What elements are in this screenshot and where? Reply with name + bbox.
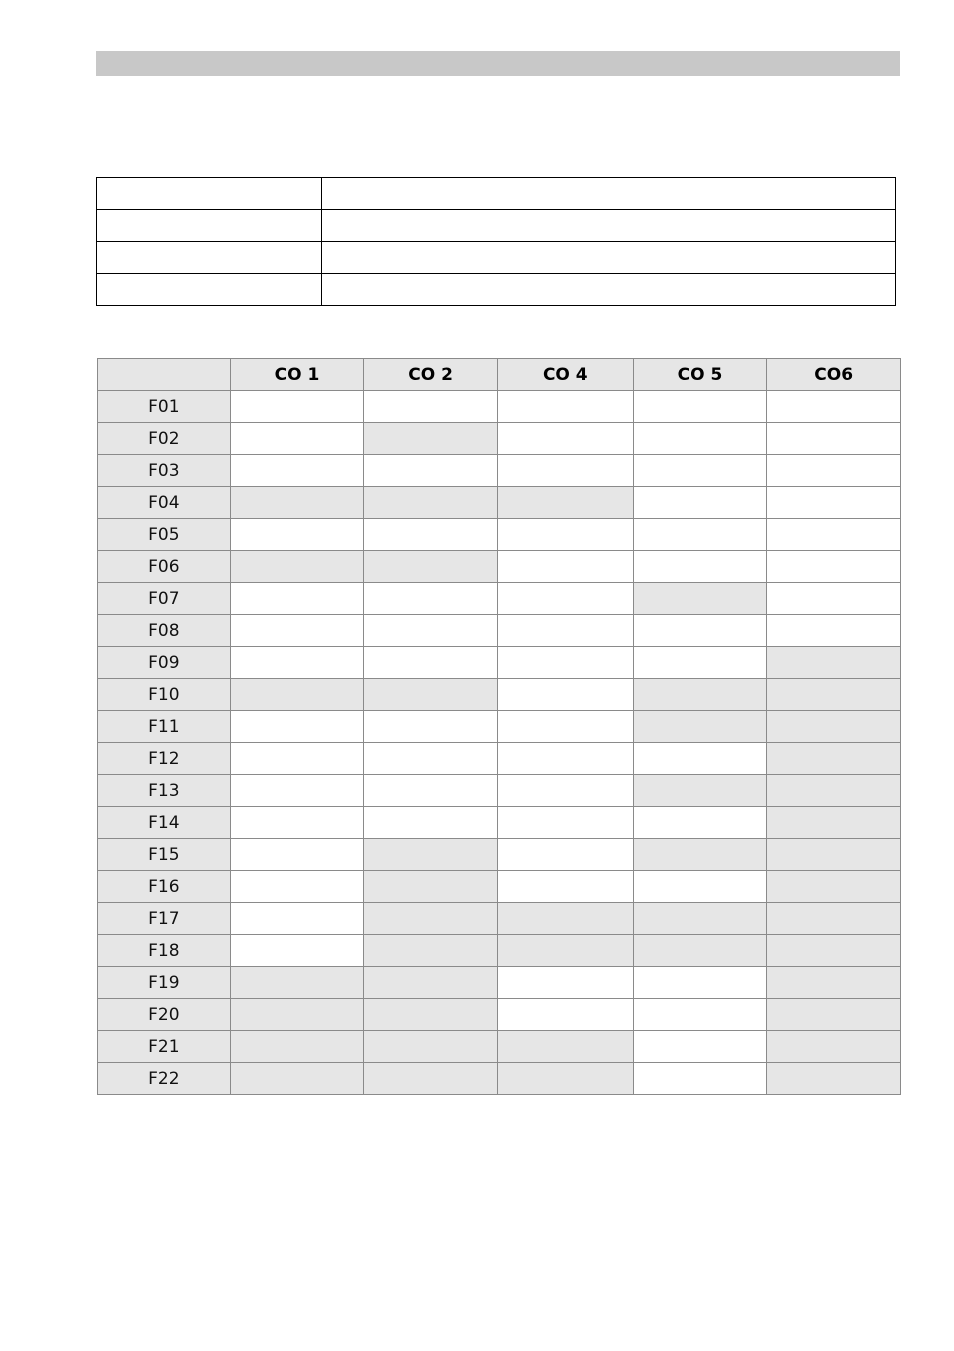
grid-cell	[633, 519, 767, 551]
grid-cell	[230, 647, 364, 679]
grid-cell	[633, 935, 767, 967]
info-label-cell	[97, 274, 322, 306]
table-row	[98, 935, 901, 967]
row-header: F07	[98, 583, 231, 615]
grid-cell	[230, 487, 364, 519]
grid-cell	[633, 743, 767, 775]
table-row	[98, 679, 901, 711]
info-label-cell	[97, 210, 322, 242]
grid-cell	[497, 391, 633, 423]
table-row	[98, 871, 901, 903]
grid-cell	[633, 1063, 767, 1095]
grid-cell	[767, 871, 901, 903]
grid-cell	[633, 871, 767, 903]
grid-cell	[767, 999, 901, 1031]
grid-cell	[497, 807, 633, 839]
grid-cell	[230, 871, 364, 903]
table-row	[98, 519, 901, 551]
grid-cell	[633, 1031, 767, 1063]
grid-cell	[364, 647, 498, 679]
grid-cell	[767, 711, 901, 743]
grid-cell	[633, 967, 767, 999]
grid-cell	[633, 583, 767, 615]
row-header: F22	[98, 1063, 231, 1095]
grid-cell	[364, 1063, 498, 1095]
table-row	[98, 775, 901, 807]
header-bar	[96, 51, 900, 76]
grid-cell	[497, 423, 633, 455]
grid-cell	[767, 487, 901, 519]
grid-cell	[497, 967, 633, 999]
grid-cell	[497, 871, 633, 903]
grid-cell	[497, 519, 633, 551]
row-header: F11	[98, 711, 231, 743]
grid-cell	[497, 711, 633, 743]
grid-cell	[230, 519, 364, 551]
grid-cell	[497, 775, 633, 807]
grid-cell	[767, 807, 901, 839]
row-header: F15	[98, 839, 231, 871]
grid-cell	[230, 615, 364, 647]
grid-cell	[497, 999, 633, 1031]
row-header: F19	[98, 967, 231, 999]
table-row	[98, 615, 901, 647]
grid-cell	[633, 647, 767, 679]
grid-cell	[230, 391, 364, 423]
grid-cell	[230, 583, 364, 615]
info-row	[97, 274, 896, 306]
grid-cell	[767, 519, 901, 551]
grid-cell	[230, 967, 364, 999]
row-header: F09	[98, 647, 231, 679]
table-row	[98, 391, 901, 423]
grid-cell	[364, 967, 498, 999]
grid-cell	[497, 551, 633, 583]
grid-cell	[767, 615, 901, 647]
grid-cell	[497, 487, 633, 519]
grid-cell	[230, 999, 364, 1031]
grid-cell	[497, 1063, 633, 1095]
grid-cell	[364, 679, 498, 711]
grid-cell	[230, 455, 364, 487]
grid-cell	[230, 1063, 364, 1095]
row-header: F12	[98, 743, 231, 775]
row-header: F20	[98, 999, 231, 1031]
info-value-cell	[322, 274, 896, 306]
grid-cell	[497, 743, 633, 775]
grid-cell	[497, 679, 633, 711]
grid-cell	[497, 1031, 633, 1063]
grid-cell	[767, 391, 901, 423]
grid-cell	[767, 967, 901, 999]
row-header: F06	[98, 551, 231, 583]
grid-cell	[364, 551, 498, 583]
grid-cell	[497, 583, 633, 615]
table-row	[98, 967, 901, 999]
grid-cell	[364, 487, 498, 519]
grid-cell	[230, 807, 364, 839]
grid-cell	[633, 839, 767, 871]
table-row	[98, 1031, 901, 1063]
grid-cell	[364, 775, 498, 807]
table-row	[98, 999, 901, 1031]
column-header: CO6	[767, 359, 901, 391]
grid-cell	[633, 423, 767, 455]
grid-cell	[230, 839, 364, 871]
grid-cell	[364, 455, 498, 487]
row-header: F18	[98, 935, 231, 967]
row-header: F04	[98, 487, 231, 519]
grid-cell	[633, 999, 767, 1031]
table-row	[98, 551, 901, 583]
grid-cell	[497, 935, 633, 967]
grid-cell	[633, 679, 767, 711]
grid-cell	[767, 743, 901, 775]
grid-cell	[364, 423, 498, 455]
grid-cell	[767, 647, 901, 679]
grid-cell	[364, 935, 498, 967]
row-header: F14	[98, 807, 231, 839]
table-row	[98, 455, 901, 487]
row-header: F02	[98, 423, 231, 455]
info-value-cell	[322, 178, 896, 210]
grid-cell	[633, 615, 767, 647]
grid-cell	[633, 487, 767, 519]
grid-cell	[230, 743, 364, 775]
info-row	[97, 178, 896, 210]
grid-cell	[497, 615, 633, 647]
grid-cell	[767, 1031, 901, 1063]
grid-cell	[633, 903, 767, 935]
info-value-cell	[322, 210, 896, 242]
row-header: F21	[98, 1031, 231, 1063]
table-row	[98, 743, 901, 775]
grid-body	[98, 391, 901, 1095]
grid-cell	[364, 903, 498, 935]
grid-cell	[767, 935, 901, 967]
grid-cell	[364, 519, 498, 551]
grid-cell	[767, 551, 901, 583]
table-row	[98, 423, 901, 455]
grid-cell	[497, 647, 633, 679]
row-header: F17	[98, 903, 231, 935]
grid-cell	[767, 1063, 901, 1095]
column-header: CO 4	[497, 359, 633, 391]
info-table	[96, 177, 896, 306]
corner-cell	[98, 359, 231, 391]
info-row	[97, 242, 896, 274]
grid-cell	[230, 551, 364, 583]
grid-cell	[767, 423, 901, 455]
column-header: CO 2	[364, 359, 498, 391]
grid-cell	[767, 839, 901, 871]
grid-cell	[364, 615, 498, 647]
info-label-cell	[97, 242, 322, 274]
grid-cell	[230, 1031, 364, 1063]
grid-cell	[767, 679, 901, 711]
grid-cell	[364, 839, 498, 871]
grid-cell	[230, 903, 364, 935]
grid-cell	[497, 903, 633, 935]
grid-cell	[633, 807, 767, 839]
table-row	[98, 903, 901, 935]
grid-cell	[230, 775, 364, 807]
grid-cell	[633, 391, 767, 423]
row-header: F01	[98, 391, 231, 423]
row-header: F13	[98, 775, 231, 807]
info-row	[97, 210, 896, 242]
row-header: F08	[98, 615, 231, 647]
grid-cell	[230, 423, 364, 455]
grid-cell	[767, 775, 901, 807]
grid-cell	[633, 711, 767, 743]
grid-cell	[364, 711, 498, 743]
grid-header-row	[98, 359, 901, 391]
grid-cell	[230, 711, 364, 743]
column-header: CO 1	[230, 359, 364, 391]
grid-cell	[364, 807, 498, 839]
grid-cell	[633, 551, 767, 583]
row-header: F03	[98, 455, 231, 487]
row-header: F05	[98, 519, 231, 551]
grid-cell	[364, 391, 498, 423]
column-header: CO 5	[633, 359, 767, 391]
info-value-cell	[322, 242, 896, 274]
table-row	[98, 1063, 901, 1095]
grid-cell	[230, 935, 364, 967]
grid-cell	[767, 903, 901, 935]
grid-cell	[364, 871, 498, 903]
grid-cell	[633, 455, 767, 487]
grid-cell	[230, 679, 364, 711]
grid-cell	[364, 1031, 498, 1063]
table-row	[98, 583, 901, 615]
row-header: F16	[98, 871, 231, 903]
table-row	[98, 647, 901, 679]
table-row	[98, 487, 901, 519]
grid-cell	[767, 583, 901, 615]
configuration-grid	[97, 358, 901, 1095]
grid-cell	[364, 743, 498, 775]
grid-cell	[497, 455, 633, 487]
table-row	[98, 711, 901, 743]
grid-cell	[364, 583, 498, 615]
grid-cell	[767, 455, 901, 487]
table-row	[98, 807, 901, 839]
grid-cell	[364, 999, 498, 1031]
table-row	[98, 839, 901, 871]
row-header: F10	[98, 679, 231, 711]
grid-cell	[497, 839, 633, 871]
grid-cell	[633, 775, 767, 807]
info-label-cell	[97, 178, 322, 210]
